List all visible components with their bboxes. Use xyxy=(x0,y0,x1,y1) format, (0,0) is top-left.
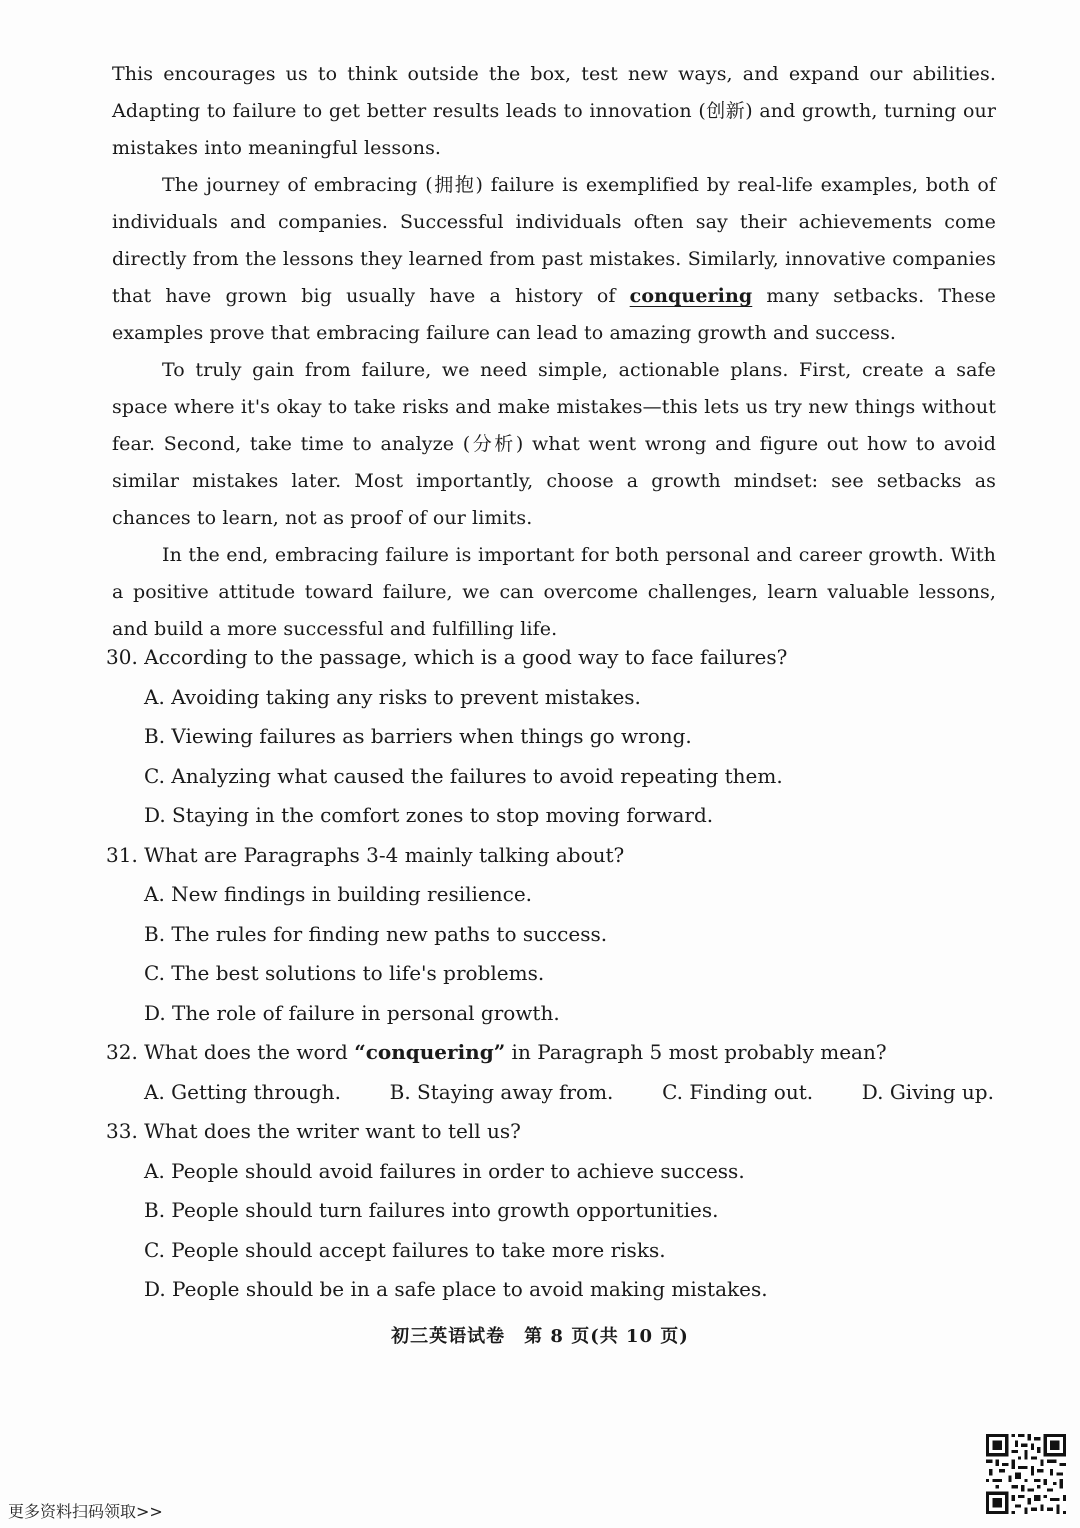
option-a: A. People should avoid failures in order to achieve success. xyxy=(144,1158,745,1183)
paragraph-2 xyxy=(112,167,996,352)
question-32 xyxy=(106,1033,1006,1112)
option-b: B. Viewing failures as barriers when things go wrong. xyxy=(144,724,692,748)
option-a: A. New findings in building resilience. xyxy=(144,882,533,906)
option-d: D. The role of failure in personal growth. xyxy=(144,1000,560,1025)
more-resources-link[interactable]: 更多资料扫码领取>> xyxy=(8,1502,163,1521)
paragraph-4: In the end, embracing failure is important for both personal and career growth. With a positive attitude toward failure, we can overcome challenges, learn valuable lessons, and build a more successful and fulfilling life. xyxy=(112,544,996,640)
option-b: B. The rules for finding new paths to success. xyxy=(144,921,608,946)
keyword-conquering: conquering xyxy=(629,285,753,307)
qr-code-icon[interactable] xyxy=(986,1434,1066,1514)
paragraph-1: This encourages us to think outside the box, test new ways, and expand our abilities. Adapting to failure to get better results leads to innovation (创新) and growth, turning our mistakes into meaningful lessons. xyxy=(112,63,996,159)
question-stem xyxy=(106,1033,1006,1073)
question-keyword: “conquering” xyxy=(354,1040,506,1064)
option-c: C. Finding out. xyxy=(662,1079,814,1104)
option-c: C. Analyzing what caused the failures to avoid repeating them. xyxy=(144,763,783,788)
question-31 xyxy=(106,836,1006,1034)
option-row xyxy=(106,1073,1006,1113)
question-stem: 31. What are Paragraphs 3-4 mainly talking about? xyxy=(106,842,625,867)
option-d: D. Giving up. xyxy=(861,1079,994,1104)
question-stem-after: in Paragraph 5 most probably mean? xyxy=(505,1040,887,1064)
question-30 xyxy=(106,638,1006,836)
question-stem: 30. According to the passage, which is a good way to face failures? xyxy=(106,645,788,669)
option-c: C. People should accept failures to take more risks. xyxy=(144,1237,666,1262)
option-a: A. Avoiding taking any risks to prevent mistakes. xyxy=(144,684,641,709)
question-33 xyxy=(106,1112,1006,1310)
paragraph-2-text-after: many setbacks. These examples prove that embracing failure can lead to amazing growth and success. xyxy=(112,285,997,344)
option-d: D. Staying in the comfort zones to stop moving forward. xyxy=(144,803,714,827)
question-stem-before: 32. What does the word xyxy=(106,1040,355,1064)
question-list xyxy=(106,638,1006,1310)
option-b: B. Staying away from. xyxy=(389,1079,614,1104)
option-a: A. Getting through. xyxy=(144,1079,341,1104)
paragraph-2-text-before: The journey of embracing (拥抱) failure is exemplified by real-life examples, both of individuals and companies. Successful individuals often say their achievements come directly from the lessons they learned from past mistakes. Similarly, innovative companies that have grown big usually have a history of xyxy=(112,174,996,307)
reading-passage xyxy=(112,56,996,648)
option-c: C. The best solutions to life's problems. xyxy=(144,961,545,985)
option-b: B. People should turn failures into growth opportunities. xyxy=(144,1198,719,1222)
option-d: D. People should be in a safe place to avoid making mistakes. xyxy=(144,1277,768,1301)
question-stem: 33. What does the writer want to tell us? xyxy=(106,1119,521,1143)
paragraph-3: To truly gain from failure, we need simple, actionable plans. First, create a safe space where it's okay to take risks and make mistakes—this lets us try new things without fear. Second, take time to analyze (分析) what went wrong and figure out how to avoid similar mistakes later. Most importantly, choose a growth mindset: see setbacks as chances to learn, not as proof of our limits. xyxy=(112,359,996,529)
page-footer: 初三英语试卷 第 8 页(共 10 页) xyxy=(391,1326,689,1347)
